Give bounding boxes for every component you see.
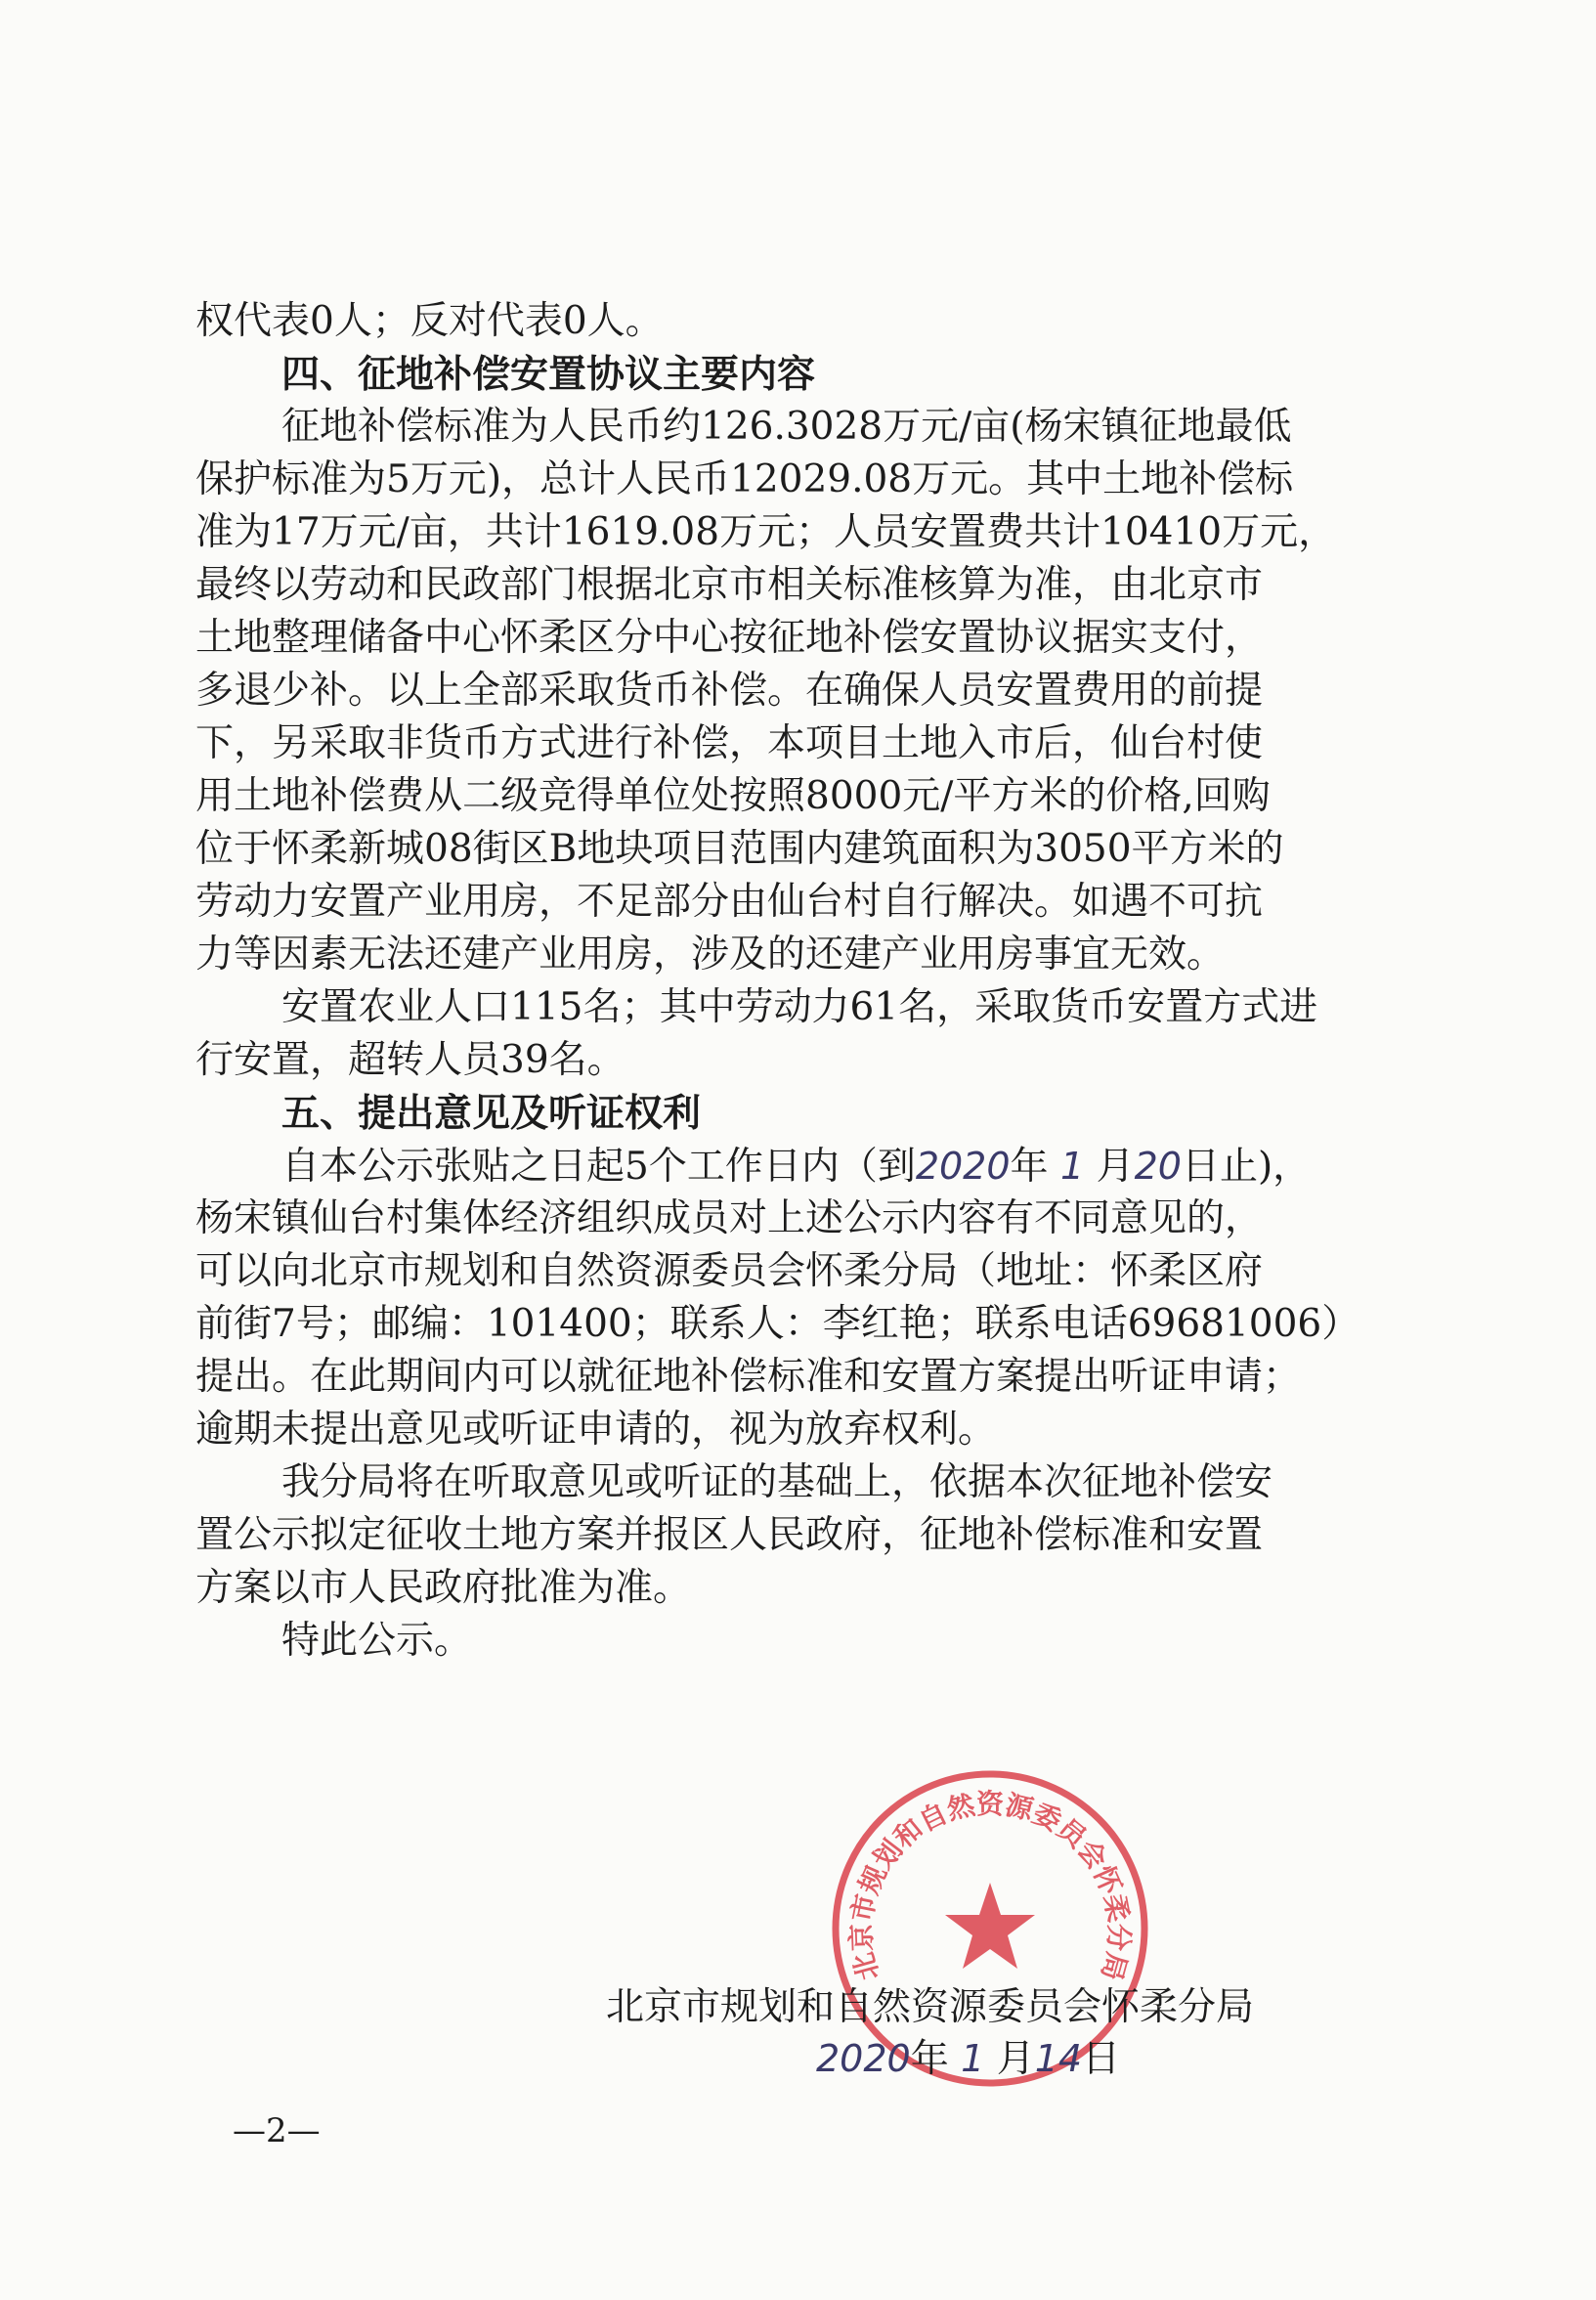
month-unit: 月: [996, 2037, 1035, 2081]
text-line: 土地整理储备中心怀柔区分中心按征地补偿安置协议据实支付，: [195, 616, 1264, 660]
text-line: 保护标准为5万元)，总计人民币12029.08万元。其中土地补偿标: [195, 457, 1294, 501]
signature-date: [606, 2033, 1349, 2085]
year-unit: 年: [1010, 1145, 1049, 1189]
text-line: 征地补偿标准为人民币约126.3028万元/亩(杨宋镇征地最低: [281, 405, 1292, 449]
text-line: 置公示拟定征收土地方案并报区人民政府，征地补偿标准和安置: [195, 1513, 1264, 1557]
text-line: 权代表0人；反对代表0人。: [195, 299, 664, 343]
section-heading-5: 五、提出意见及听证权利: [281, 1091, 702, 1136]
signature-organization: 北京市规划和自然资源委员会怀柔分局: [606, 1985, 1255, 2029]
text-line: 提出。在此期间内可以就征地补偿标准和安置方案提出听证申请；: [195, 1355, 1302, 1399]
handwritten-day: 20: [1134, 1145, 1182, 1188]
handwritten-month: 1: [961, 2037, 985, 2080]
month-unit: 月: [1096, 1145, 1135, 1189]
handwritten-year: 2020: [816, 2037, 911, 2080]
text-line: 方案以市人民政府批准为准。: [195, 1566, 692, 1610]
page-number: —2—: [233, 2111, 321, 2150]
text-line: 位于怀柔新城08街区B地块项目范围内建筑面积为3050平方米的: [195, 827, 1284, 871]
text-line: 逾期未提出意见或听证申请的，视为放弃权利。: [195, 1408, 997, 1452]
handwritten-month: 1: [1059, 1145, 1085, 1188]
text-line: 准为17万元/亩，共计1619.08万元；人员安置费共计10410万元，: [195, 510, 1337, 554]
text-line: 下，另采取非货币方式进行补偿，本项目土地入市后，仙台村使: [195, 721, 1264, 765]
text-line: 力等因素无法还建产业用房，涉及的还建产业用房事宜无效。: [195, 933, 1226, 976]
handwritten-year: 2020: [915, 1145, 1011, 1188]
text-line: 行安置，超转人员39名。: [195, 1038, 625, 1082]
text-line: 我分局将在听取意见或听证的基础上，依据本次征地补偿安: [281, 1460, 1273, 1504]
deadline-suffix: 日止)，: [1181, 1145, 1312, 1189]
deadline-prefix: 自本公示张贴之日起5个工作日内（到: [281, 1145, 916, 1189]
text-line: 最终以劳动和民政部门根据北京市相关标准核算为准，由北京市: [195, 563, 1264, 607]
document-body: [195, 295, 1398, 1668]
year-unit: 年: [910, 2037, 949, 2081]
seal-star-icon: [945, 1883, 1035, 1969]
text-line: 前街7号；邮编：101400；联系人：李红艳；联系电话69681006）: [195, 1302, 1360, 1346]
seal-text: 北京市规划和自然资源委员会怀柔分局: [844, 1788, 1136, 1984]
text-line: 可以向北京市规划和自然资源委员会怀柔分局（地址：怀柔区府: [195, 1249, 1264, 1293]
text-line: 劳动力安置产业用房，不足部分由仙台村自行解决。如遇不可抗: [195, 880, 1264, 924]
signature-block: [606, 1982, 1349, 2085]
text-line: 安置农业人口115名；其中劳动力61名，采取货币安置方式进: [281, 985, 1318, 1029]
handwritten-day: 14: [1034, 2037, 1083, 2080]
text-line: 杨宋镇仙台村集体经济组织成员对上述公示内容有不同意见的，: [195, 1196, 1264, 1240]
section-heading-4: 四、征地补偿安置协议主要内容: [281, 352, 816, 397]
text-line: 多退少补。以上全部采取货币补偿。在确保人员安置费用的前提: [195, 669, 1264, 713]
deadline-line: [195, 1140, 1398, 1193]
day-unit: 日: [1082, 2037, 1121, 2081]
closing-line: 特此公示。: [281, 1619, 473, 1663]
text-line: 用土地补偿费从二级竞得单位处按照8000元/平方米的价格,回购: [195, 774, 1271, 818]
